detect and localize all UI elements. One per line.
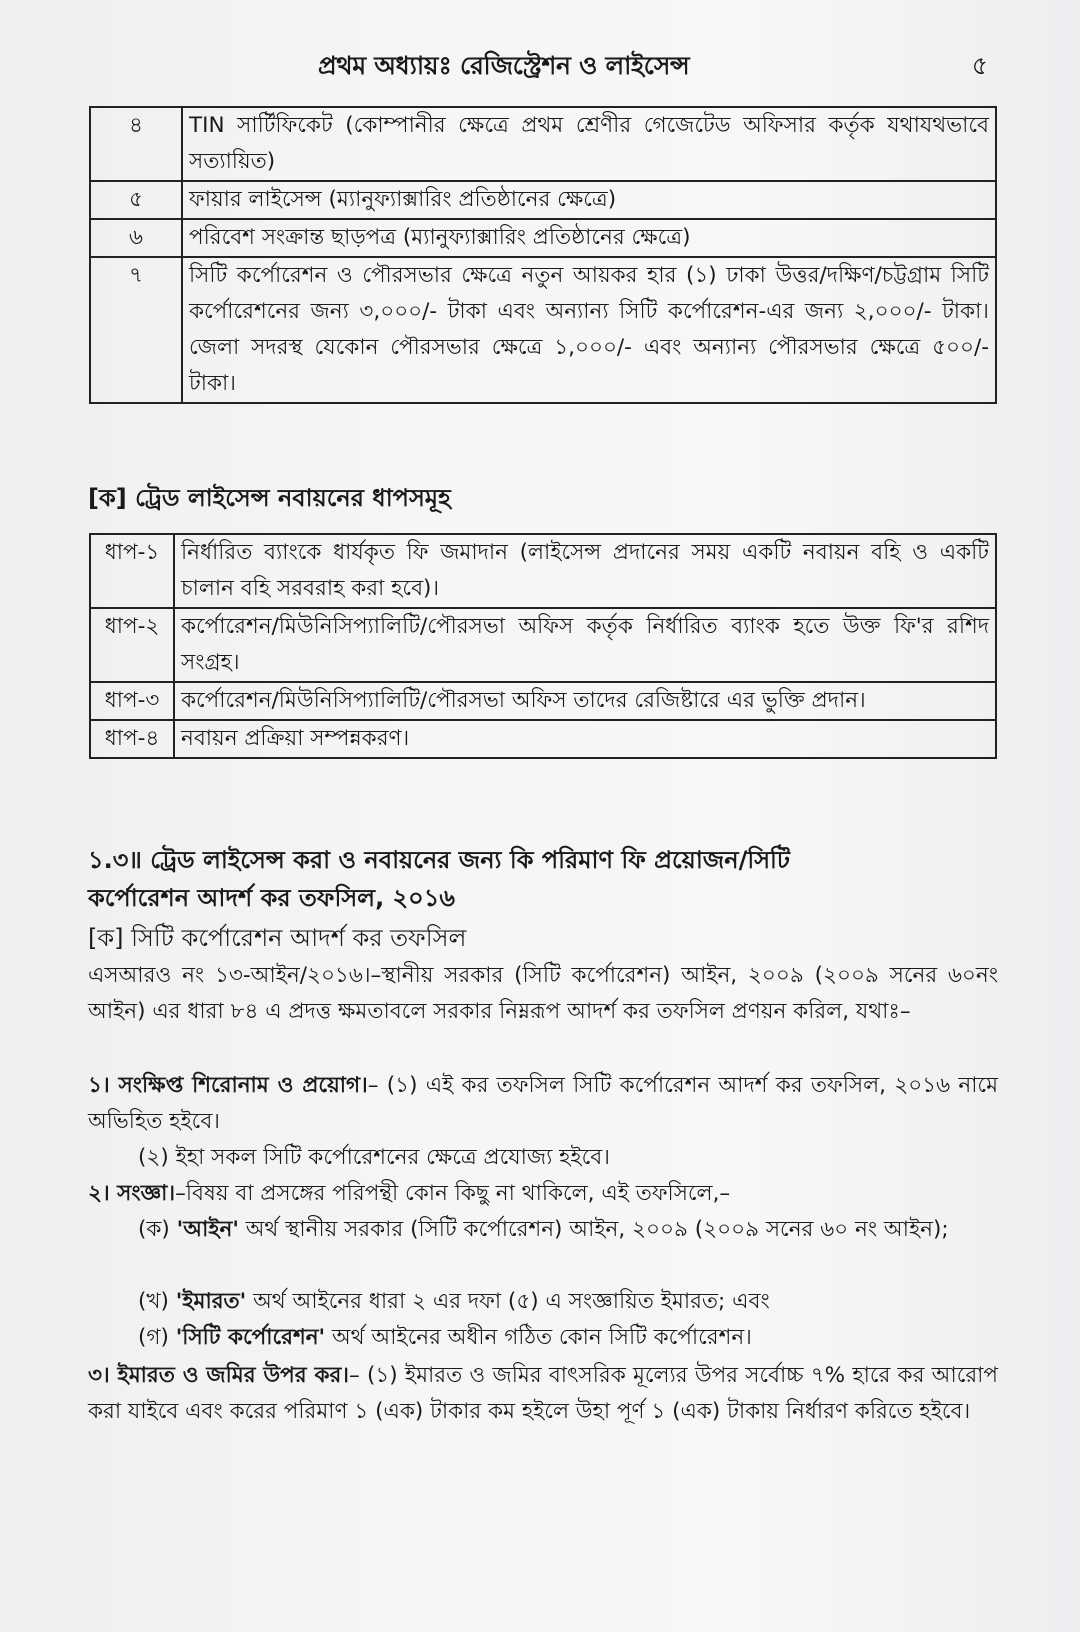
- step-label: ধাপ-৪: [90, 720, 174, 758]
- step-text: কর্পোরেশন/মিউনিসিপ্যালিটি/পৌরসভা অফিস তাদের রেজিষ্টারে এর ভুক্তি প্রদান।: [174, 682, 996, 720]
- definition-ka: [88, 1212, 998, 1248]
- step-label: ধাপ-২: [90, 608, 174, 682]
- table-row: [90, 720, 996, 758]
- clause-3-text: – (১) ইমারত ও জমির বাৎসরিক মূল্যের উপর সর্বোচ্চ ৭% হারে কর আরোপ করা যাইবে এবং করের পরিমাণ ১ (এক) টাকার কম হইলে উহা পূর্ণ ১ (এক) টাকায় নির্ধারণ করিতে হইবে।: [88, 1363, 998, 1424]
- chapter-title: প্রথম অধ্যায়ঃ রেজিস্ট্রেশন ও লাইসেন্স: [318, 51, 690, 80]
- requirements-table: [89, 106, 997, 404]
- def-term: 'ইমারত': [175, 1289, 247, 1314]
- clause-1-title: ১। সংক্ষিপ্ত শিরোনাম ও প্রয়োগ।: [88, 1073, 368, 1098]
- def-term: 'সিটি কর্পোরেশন': [175, 1325, 326, 1350]
- def-label: (খ): [138, 1289, 169, 1314]
- table-row: [90, 682, 996, 720]
- table-row: [90, 608, 996, 682]
- renewal-heading: [ক] ট্রেড লাইসেন্স নবায়নের ধাপসমূহ: [88, 484, 451, 512]
- table-row: [90, 181, 996, 219]
- step-text: নবায়ন প্রক্রিয়া সম্পন্নকরণ।: [174, 720, 996, 758]
- row-number: ৪: [90, 107, 182, 181]
- subsection-heading: [ক] সিটি কর্পোরেশন আদর্শ কর তফসিল: [88, 924, 467, 952]
- table-row: [90, 534, 996, 608]
- def-term: 'আইন': [176, 1217, 239, 1242]
- clause-1-sub-2: (২) ইহা সকল সিটি কর্পোরেশনের ক্ষেত্রে প্রযোজ্য হইবে।: [138, 1145, 610, 1170]
- section-heading-line1: ১.৩॥ ট্রেড লাইসেন্স করা ও নবায়নের জন্য কি পরিমাণ ফি প্রয়োজন/সিটি: [88, 846, 791, 874]
- table-row: [90, 257, 996, 403]
- clause-2-text: –বিষয় বা প্রসঙ্গের পরিপন্থী কোন কিছু না থাকিলে, এই তফসিলে,–: [175, 1181, 731, 1206]
- step-label: ধাপ-৩: [90, 682, 174, 720]
- table-row: [90, 107, 996, 181]
- renewal-steps-table: [89, 533, 997, 759]
- def-text: অর্থ স্থানীয় সরকার (সিটি কর্পোরেশন) আইন, ২০০৯ (২০০৯ সনের ৬০ নং আইন);: [238, 1217, 949, 1242]
- clause-1: [88, 1068, 998, 1140]
- intro-paragraph: এসআরও নং ১৩-আইন/২০১৬।–স্থানীয় সরকার (সিটি কর্পোরেশন) আইন, ২০০৯ (২০০৯ সনের ৬০নং আইন) এর ধারা ৮৪ এ প্রদত্ত ক্ষমতাবলে সরকার নিম্নরূপ আদর্শ কর তফসিল প্রণয়ন করিল, যথাঃ–: [88, 963, 998, 1024]
- table-row: [90, 219, 996, 257]
- step-label: ধাপ-১: [90, 534, 174, 608]
- definition-kha: [88, 1284, 998, 1320]
- clause-2-title: ২। সংজ্ঞা।: [88, 1181, 176, 1206]
- row-number: ৫: [90, 181, 182, 219]
- row-text: ফায়ার লাইসেন্স (ম্যানুফ্যাক্সারিং প্রতিষ্ঠানের ক্ষেত্রে): [182, 181, 996, 219]
- def-text: অর্থ আইনের অধীন গঠিত কোন সিটি কর্পোরেশন।: [325, 1325, 752, 1350]
- running-header: [88, 40, 998, 84]
- page-number: ৫: [971, 51, 988, 80]
- step-text: কর্পোরেশন/মিউনিসিপ্যালিটি/পৌরসভা অফিস কর্তৃক নির্ধারিত ব্যাংক হতে উক্ত ফি'র রশিদ সংগ্রহ।: [174, 608, 996, 682]
- def-label: (ক): [138, 1217, 170, 1242]
- definition-ga: [88, 1320, 998, 1356]
- row-number: ৭: [90, 257, 182, 403]
- row-text: TIN সার্টিফিকেট (কোম্পানীর ক্ষেত্রে প্রথম শ্রেণীর গেজেটেড অফিসার কর্তৃক যথাযথভাবে সত্যায়িত): [182, 107, 996, 181]
- row-text: সিটি কর্পোরেশন ও পৌরসভার ক্ষেত্রে নতুন আয়কর হার (১) ঢাকা উত্তর/দক্ষিণ/চট্টগ্রাম সিটি কর্পোরেশনের জন্য ৩,০০০/- টাকা এবং অন্যান্য সিটি কর্পোরেশন-এর জন্য ২,০০০/- টাকা। জেলা সদরস্থ যেকোন পৌরসভার ক্ষেত্রে ১,০০০/- এবং অন্যান্য পৌরসভার ক্ষেত্রে ৫০০/- টাকা।: [182, 257, 996, 403]
- clause-3: [88, 1358, 998, 1430]
- step-text: নির্ধারিত ব্যাংকে ধার্যকৃত ফি জমাদান (লাইসেন্স প্রদানের সময় একটি নবায়ন বহি ও একটি চালান বহি সরবরাহ করা হবে)।: [174, 534, 996, 608]
- clause-3-title: ৩। ইমারত ও জমির উপর কর।: [88, 1363, 349, 1388]
- row-number: ৬: [90, 219, 182, 257]
- def-label: (গ): [138, 1325, 169, 1350]
- clause-1-text: – (১) এই কর তফসিল সিটি কর্পোরেশন আদর্শ কর তফসিল, ২০১৬ নামে অভিহিত হইবে।: [88, 1073, 999, 1134]
- def-text: অর্থ আইনের ধারা ২ এর দফা (৫) এ সংজ্ঞায়িত ইমারত; এবং: [246, 1289, 770, 1314]
- row-text: পরিবেশ সংক্রান্ত ছাড়পত্র (ম্যানুফ্যাক্সারিং প্রতিষ্ঠানের ক্ষেত্রে): [182, 219, 996, 257]
- clause-2: [88, 1176, 998, 1212]
- section-heading-line2: কর্পোরেশন আদর্শ কর তফসিল, ২০১৬: [88, 884, 455, 912]
